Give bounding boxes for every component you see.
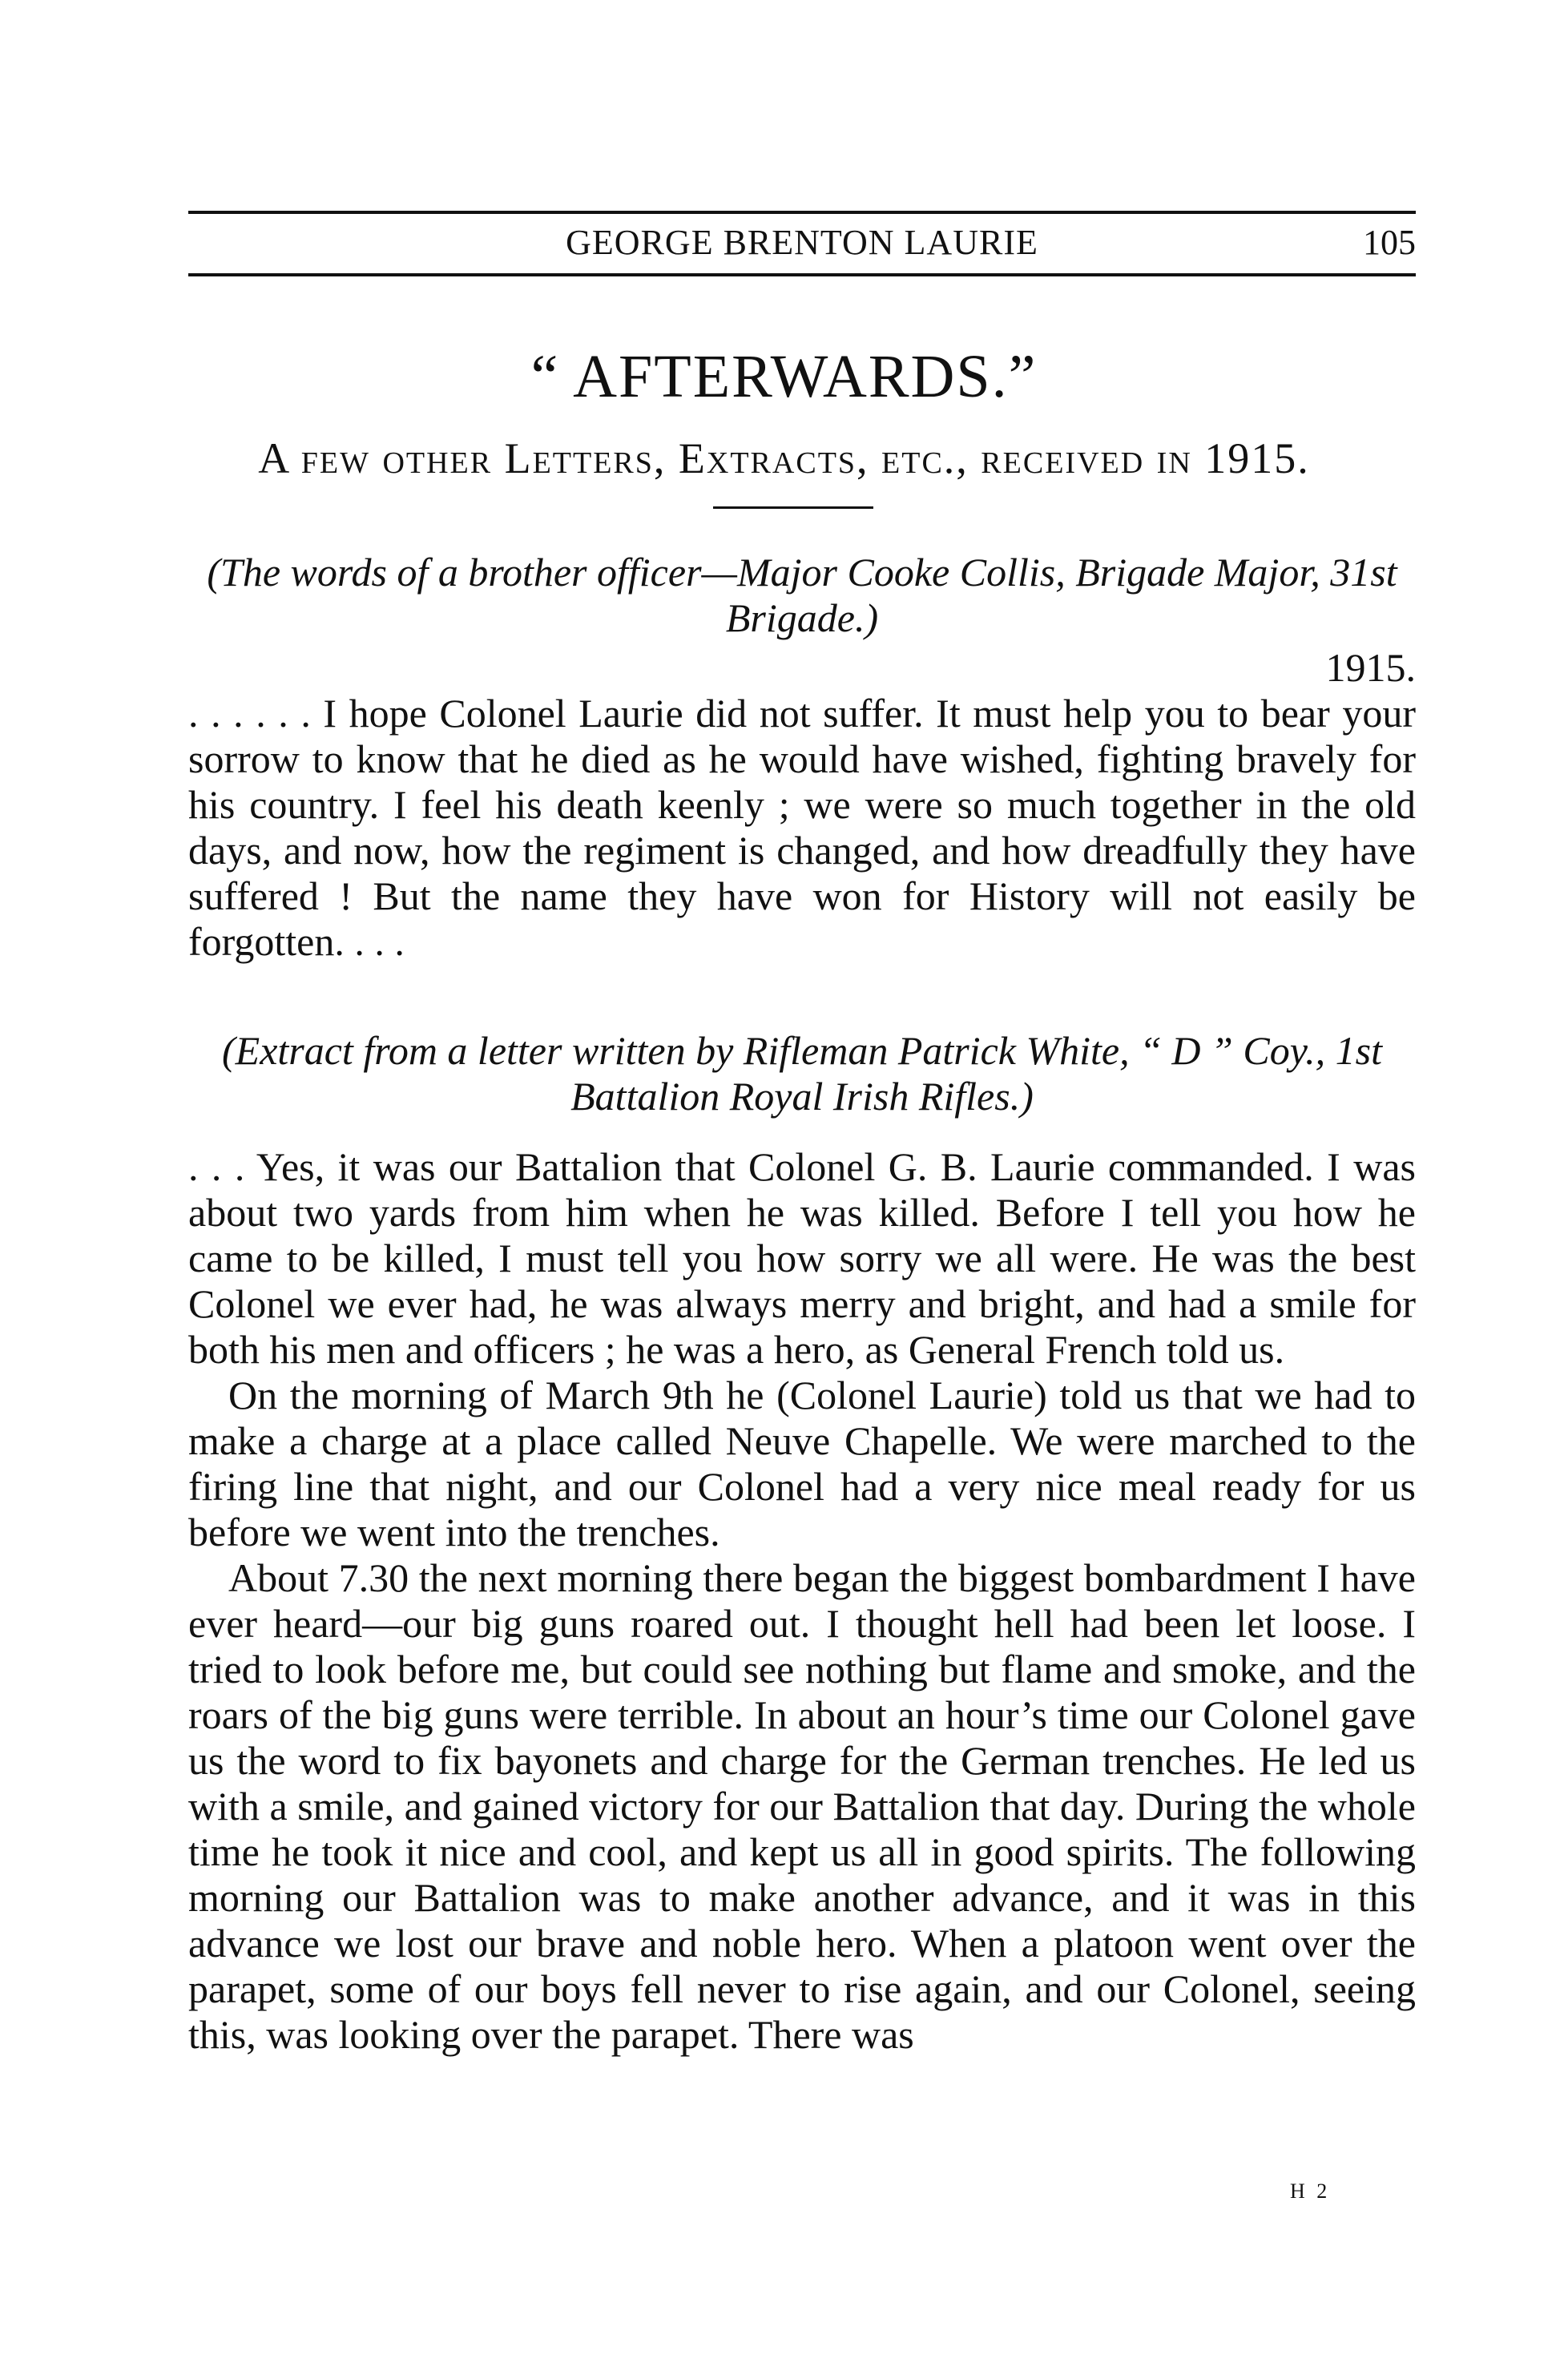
- letter1-intro: (The words of a brother officer—Major Cooke Collis, Brigade Major, 31st Brigade.): [207, 550, 1397, 640]
- section-subtitle: A few other Letters, Extracts, etc., received in 1915.: [258, 434, 1310, 482]
- signature-mark: H 2: [1290, 2179, 1331, 2203]
- letter2-intro: (Extract from a letter written by Rifleman Patrick White, “ D ” Coy., 1st Battalion Royal Irish Rifles.): [222, 1028, 1382, 1119]
- letter2-body: [188, 1144, 1416, 2058]
- letter2-paragraph: . . . Yes, it was our Battalion that Colonel G. B. Laurie commanded. I was about two yards from him when he was killed. Before I tell you how he came to be killed, I must tell you how sorry we all were. He was the best Colonel we ever had, he was always merry and bright, and had a smile for both his men and officers ; he was a hero, as General French told us.: [188, 1144, 1416, 1372]
- section-divider: [713, 506, 873, 509]
- letter2-paragraph: About 7.30 the next morning there began the biggest bombardment I have ever heard—our big guns roared out. I thought hell had been let loose. I tried to look before me, but could see nothing but flame and smoke, and the roars of the big guns were terrible. In about an hour’s time our Colonel gave us the word to fix bayonets and charge for the German trenches. He led us with a smile, and gained victory for our Battalion that day. During the whole time he took it nice and cool, and kept us all in good spirits. The following morning our Battalion was to make another advance, and it was in this advance we lost our brave and noble hero. When a platoon went over the parapet, some of our boys fell never to rise again, and our Colonel, seeing this, was looking over the parapet. There was: [188, 1555, 1416, 2057]
- section-title: “ AFTERWARDS.”: [530, 343, 1038, 410]
- header-bottom-rule: [188, 273, 1416, 276]
- header-top-rule: [188, 211, 1416, 214]
- page-number: 105: [1363, 223, 1416, 262]
- letter2-paragraph: On the morning of March 9th he (Colonel Laurie) told us that we had to make a charge at a place called Neuve Chapelle. We were marched to the firing line that night, and our Colonel had a very nice meal ready for us before we went into the trenches.: [188, 1373, 1416, 1554]
- letter1-body: . . . . . . I hope Colonel Laurie did not suffer. It must help you to bear your sorrow to know that he died as he would have wished, fighting bravely for his country. I feel his death keenly ; we were so much together in the old days, and now, how the regiment is changed, and how dreadfully they have suffered ! But the name they have won for History will not easily be forgotten. . . .: [188, 691, 1416, 964]
- running-title: GEORGE BRENTON LAURIE: [566, 223, 1038, 262]
- letter1-date: 1915.: [1325, 645, 1416, 690]
